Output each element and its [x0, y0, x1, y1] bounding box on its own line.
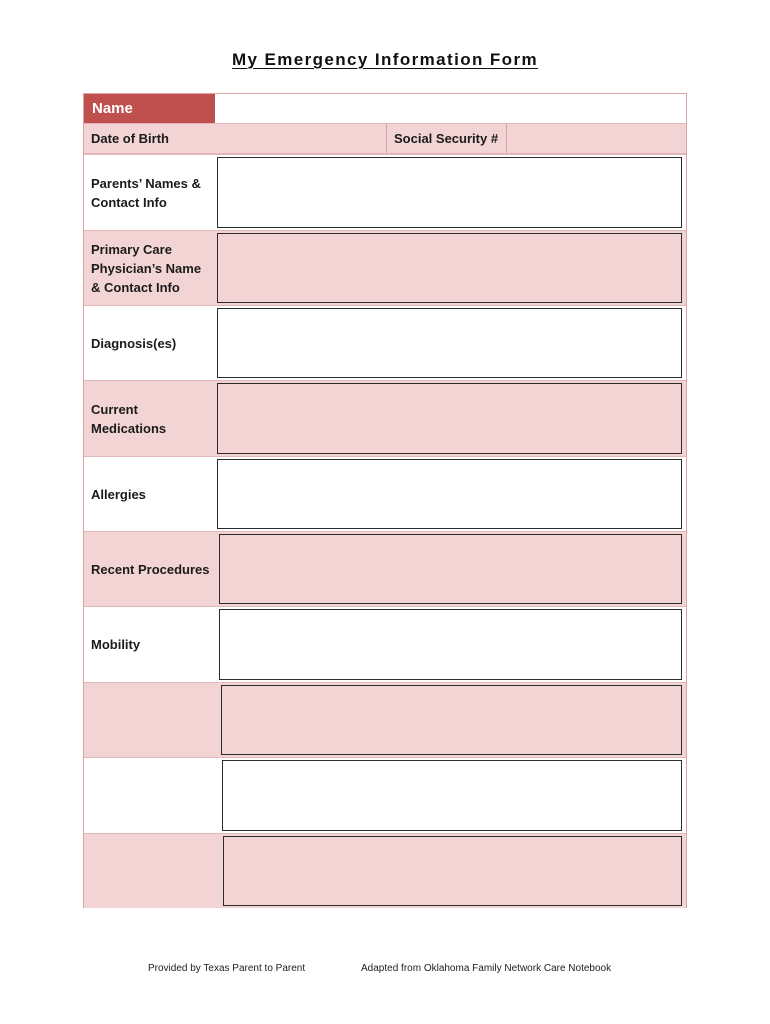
mobility-field[interactable]: [219, 609, 682, 680]
row-blank-1: [84, 682, 686, 757]
allergies-field[interactable]: [217, 459, 682, 529]
social-security-label: Social Security #: [394, 131, 499, 146]
row-recent-procedures: [84, 531, 686, 606]
row-label[interactable]: [91, 758, 213, 833]
blank-field-1[interactable]: [221, 685, 682, 755]
name-field[interactable]: [215, 94, 686, 123]
row-primary-care-physician: [84, 230, 686, 305]
procedures-field[interactable]: [219, 534, 682, 604]
row-label[interactable]: [91, 834, 213, 908]
emergency-info-form: [83, 93, 687, 908]
name-label: Name: [84, 94, 215, 123]
row-blank-3: [84, 833, 686, 908]
form-title: My Emergency Information Form: [231, 50, 539, 69]
row-current-medications: [84, 380, 686, 456]
row-label: Diagnosis(es): [91, 335, 177, 351]
medications-field[interactable]: [217, 383, 682, 454]
row-label: Allergies: [91, 486, 146, 502]
row-label: Parents’ Names & Contact Info: [91, 175, 201, 210]
row-parents-contact: [84, 154, 686, 230]
footer-adapted-from: Adapted from Oklahoma Family Network Care Notebook: [361, 963, 612, 974]
row-diagnoses: [84, 305, 686, 380]
parents-contact-field[interactable]: [217, 157, 682, 228]
row-mobility: [84, 606, 686, 682]
row-label: Current Medications: [91, 401, 167, 436]
row-label: Recent Procedures: [91, 561, 210, 577]
physician-contact-field[interactable]: [217, 233, 682, 303]
row-allergies: [84, 456, 686, 531]
footer-provided-by: Provided by Texas Parent to Parent: [148, 963, 306, 974]
row-label[interactable]: [91, 683, 213, 757]
date-of-birth-label: Date of Birth: [91, 131, 169, 146]
social-security-cell: [386, 124, 507, 153]
blank-field-3[interactable]: [223, 836, 682, 906]
row-label: Primary Care Physician’s Name & Contact Info: [91, 241, 202, 295]
diagnoses-field[interactable]: [217, 308, 682, 378]
row-blank-2: [84, 757, 686, 833]
blank-field-2[interactable]: [222, 760, 682, 831]
row-label: Mobility: [91, 637, 141, 652]
dob-ssn-row: [84, 123, 686, 154]
